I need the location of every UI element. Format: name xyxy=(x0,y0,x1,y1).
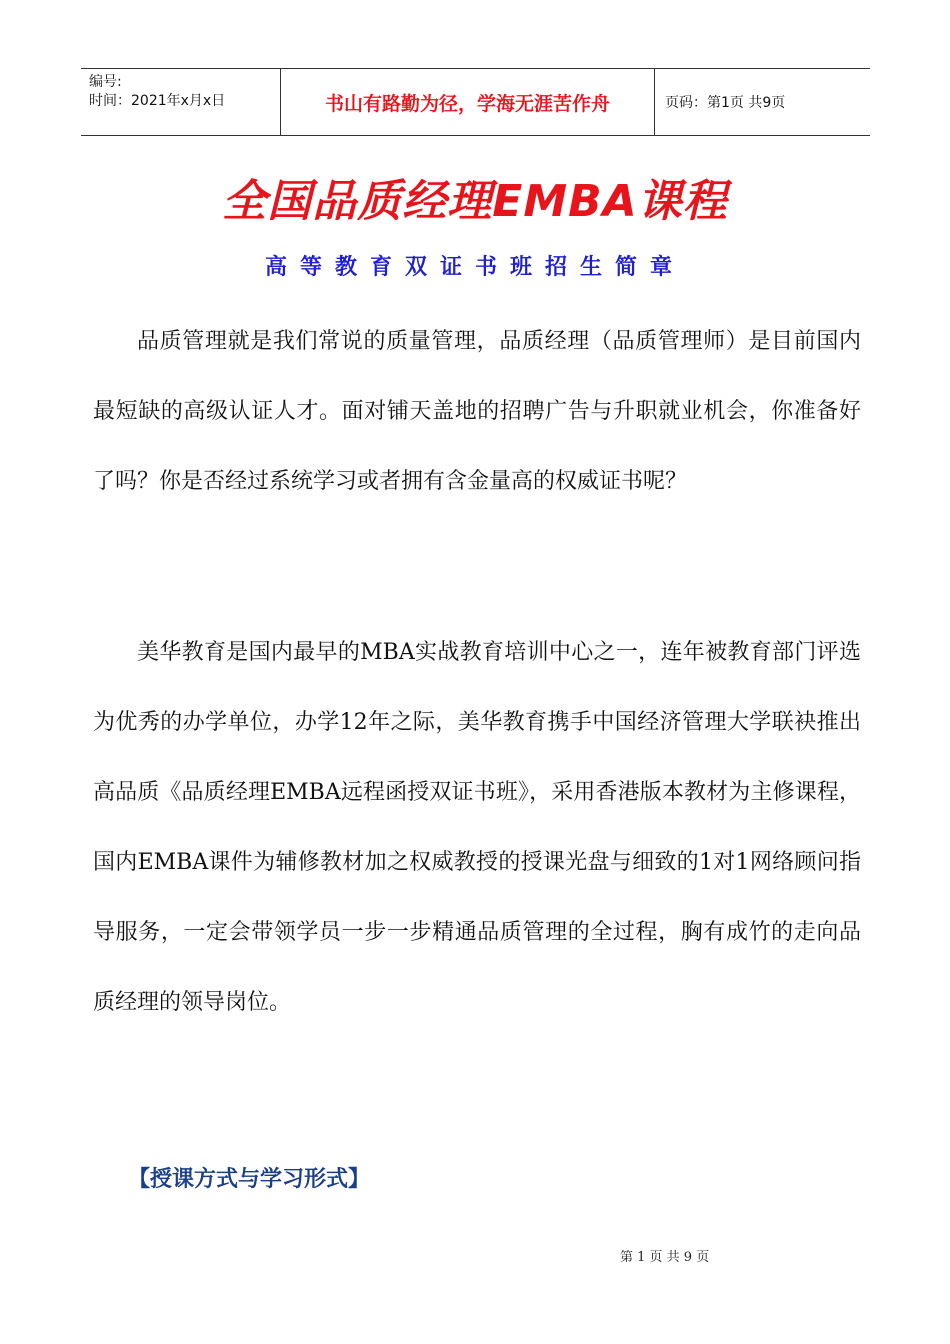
document-title: 全国品质经理EMBA课程 xyxy=(222,176,728,227)
time-label: 时间：2021年x月x日 xyxy=(89,93,226,109)
header-motto-cell xyxy=(281,69,655,135)
header-meta-cell xyxy=(81,69,281,135)
intro-paragraph: 品质管理就是我们常说的质量管理，品质经理（品质管理师）是目前国内最短缺的高级认证人才。面对铺天盖地的招聘广告与升职就业机会，你准备好了吗？你是否经过系统学习或者拥有含金量高的权威证书呢？ xyxy=(93,329,861,494)
number-label: 编号: xyxy=(89,74,122,90)
page-info: 页码：第1页 共9页 xyxy=(665,95,786,111)
body-paragraph: 美华教育是国内最早的MBA实战教育培训中心之一，连年被教育部门评选为优秀的办学单位，办学12年之际，美华教育携手中国经济管理大学联袂推出高品质《品质经理EMBA远程函授双证书班》，采用香港版本教材为主修课程，国内EMBA课件为辅修教材加之权威教授的授课光盘与细致的1对1网络顾问指导服务，一定会带领学员一步一步精通品质管理的全过程，胸有成竹的走向品质经理的领导岗位。 xyxy=(93,640,861,1015)
header-page-cell xyxy=(655,69,870,135)
header-table xyxy=(81,68,870,136)
document-subtitle: 高等教育双证书班招生简章 xyxy=(264,255,685,280)
footer-page-number: 第 1 页 共 9 页 xyxy=(620,1250,710,1265)
motto-text: 书山有路勤为径，学海无涯苦作舟 xyxy=(324,92,610,115)
section-heading: 【授课方式与学习形式】 xyxy=(128,1167,371,1192)
